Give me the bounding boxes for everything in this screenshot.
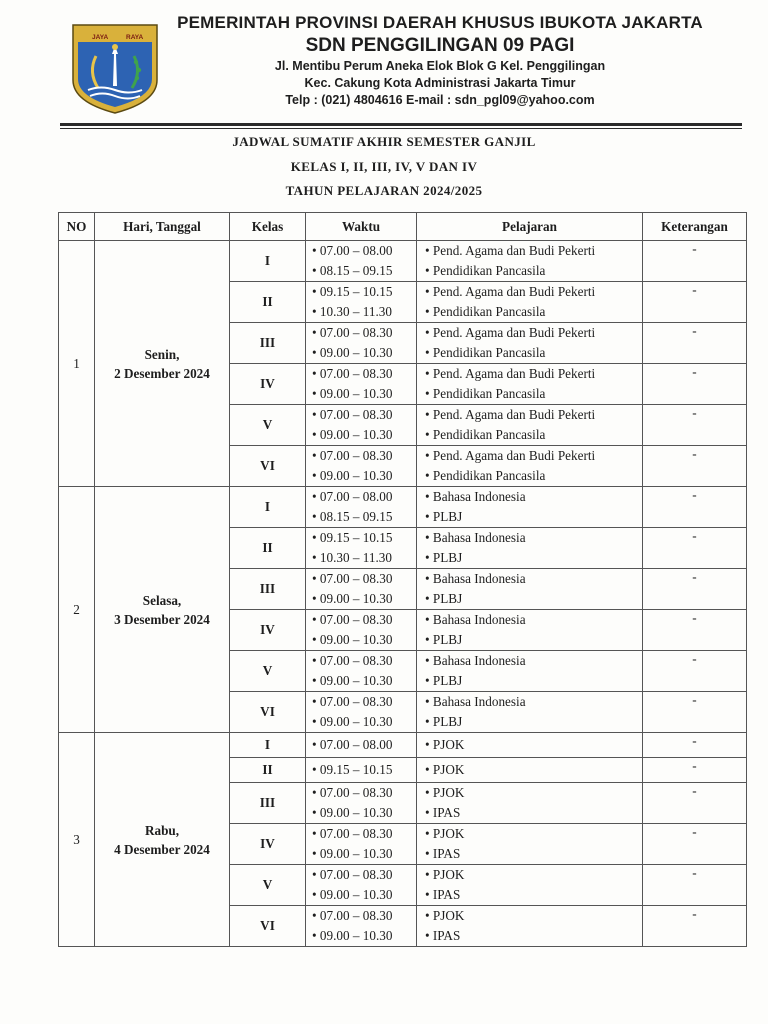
- schedule-table: [58, 212, 747, 947]
- time-slot: • 09.00 – 10.30: [312, 345, 393, 360]
- subject-item: • PLBJ: [425, 673, 463, 688]
- subject-cell: [417, 487, 643, 528]
- subject-item: • IPAS: [425, 846, 461, 861]
- government-name: PEMERINTAH PROVINSI DAERAH KHUSUS IBUKOTA JAKARTA: [177, 13, 703, 32]
- address-line-2: Kec. Cakung Kota Administrasi Jakarta Timur: [304, 76, 576, 90]
- subject-cell: [417, 783, 643, 824]
- subject-item: • Pend. Agama dan Budi Pekerti: [425, 284, 596, 299]
- notes-cell: -: [643, 610, 747, 651]
- time-slot: • 07.00 – 08.30: [312, 407, 393, 422]
- time-slot: • 09.00 – 10.30: [312, 386, 393, 401]
- class-cell: II: [230, 758, 306, 783]
- time-slot: • 08.15 – 09.15: [312, 263, 393, 278]
- logo-text-right: RAYA: [126, 34, 144, 41]
- table-row: [59, 487, 747, 528]
- subject-item: • Pendidikan Pancasila: [425, 427, 546, 442]
- date-text: 2 Desember 2024: [114, 365, 210, 381]
- time-cell: [306, 569, 417, 610]
- time-slot: • 07.00 – 08.30: [312, 653, 393, 668]
- table-header-row: [59, 213, 747, 241]
- date-text: 4 Desember 2024: [114, 841, 210, 857]
- document-subtitle: KELAS I, II, III, IV, V DAN IV: [290, 159, 478, 174]
- subject-cell: [417, 282, 643, 323]
- subject-cell: [417, 824, 643, 865]
- time-slot: • 07.00 – 08.30: [312, 325, 393, 340]
- time-slot: • 09.00 – 10.30: [312, 427, 393, 442]
- time-slot: • 09.15 – 10.15: [312, 284, 393, 299]
- notes-cell: -: [643, 241, 747, 282]
- day-name: Senin,: [144, 346, 180, 362]
- header-notes: Keterangan: [643, 213, 747, 241]
- subject-item: • Pendidikan Pancasila: [425, 263, 546, 278]
- class-cell: V: [230, 651, 306, 692]
- time-slot: • 07.00 – 08.30: [312, 694, 393, 709]
- table-row: [59, 733, 747, 758]
- time-slot: • 09.00 – 10.30: [312, 591, 393, 606]
- subject-item: • Bahasa Indonesia: [425, 530, 526, 545]
- day-name: Selasa,: [142, 592, 182, 608]
- time-slot: • 09.00 – 10.30: [312, 632, 393, 647]
- day-date-cell: [95, 487, 230, 733]
- subject-item: • PLBJ: [425, 509, 463, 524]
- time-slot: • 10.30 – 11.30: [312, 304, 392, 319]
- class-cell: V: [230, 865, 306, 906]
- time-cell: [306, 446, 417, 487]
- class-cell: VI: [230, 446, 306, 487]
- subject-item: • IPAS: [425, 887, 461, 902]
- subject-item: • PJOK: [425, 826, 465, 841]
- subject-item: • Pendidikan Pancasila: [425, 468, 546, 483]
- time-slot: • 07.00 – 08.00: [312, 489, 393, 504]
- subject-cell: [417, 323, 643, 364]
- time-slot: • 07.00 – 08.30: [312, 867, 393, 882]
- class-cell: V: [230, 405, 306, 446]
- notes-cell: -: [643, 364, 747, 405]
- notes-cell: -: [643, 528, 747, 569]
- time-slot: • 10.30 – 11.30: [312, 550, 392, 565]
- notes-cell: -: [643, 692, 747, 733]
- day-name: Rabu,: [144, 822, 180, 838]
- notes-cell: -: [643, 282, 747, 323]
- time-slot: • 07.00 – 08.30: [312, 366, 393, 381]
- date-text: 3 Desember 2024: [114, 611, 210, 627]
- time-cell: [306, 364, 417, 405]
- subject-item: • Bahasa Indonesia: [425, 653, 526, 668]
- notes-cell: -: [643, 569, 747, 610]
- time-slot: • 09.00 – 10.30: [312, 846, 393, 861]
- subject-item: • PJOK: [425, 908, 465, 923]
- time-cell: [306, 282, 417, 323]
- class-cell: II: [230, 528, 306, 569]
- subject-item: • PLBJ: [425, 591, 463, 606]
- time-slot: • 09.00 – 10.30: [312, 673, 393, 688]
- time-slot: • 09.15 – 10.15: [312, 530, 393, 545]
- subject-item: • PLBJ: [425, 714, 463, 729]
- class-cell: IV: [230, 364, 306, 405]
- class-cell: I: [230, 241, 306, 282]
- time-slot: • 07.00 – 08.30: [312, 448, 393, 463]
- subject-item: • IPAS: [425, 805, 461, 820]
- class-cell: I: [230, 733, 306, 758]
- subject-item: • PLBJ: [425, 632, 463, 647]
- day-number: 3: [59, 733, 95, 947]
- day-date-cell: [95, 733, 230, 947]
- time-cell: [306, 323, 417, 364]
- subject-cell: [417, 651, 643, 692]
- time-slot: • 07.00 – 08.00: [312, 737, 393, 752]
- subject-item: • Pendidikan Pancasila: [425, 304, 546, 319]
- class-cell: VI: [230, 692, 306, 733]
- subject-cell: [417, 241, 643, 282]
- notes-cell: -: [643, 487, 747, 528]
- school-name: SDN PENGGILINGAN 09 PAGI: [305, 35, 575, 56]
- time-slot: • 09.00 – 10.30: [312, 714, 393, 729]
- subject-item: • Bahasa Indonesia: [425, 571, 526, 586]
- time-cell: [306, 865, 417, 906]
- class-cell: IV: [230, 824, 306, 865]
- letterhead: [0, 0, 768, 130]
- jakarta-emblem-icon: [70, 22, 160, 116]
- subject-cell: [417, 405, 643, 446]
- subject-item: • Pend. Agama dan Budi Pekerti: [425, 243, 596, 258]
- document-title: JADWAL SUMATIF AKHIR SEMESTER GANJIL: [232, 134, 536, 149]
- time-cell: [306, 733, 417, 758]
- class-cell: I: [230, 487, 306, 528]
- time-slot: • 09.00 – 10.30: [312, 928, 393, 943]
- academic-year: TAHUN PELAJARAN 2024/2025: [285, 183, 483, 198]
- time-slot: • 07.00 – 08.30: [312, 612, 393, 627]
- subject-item: • PJOK: [425, 737, 465, 752]
- time-slot: • 07.00 – 08.30: [312, 571, 393, 586]
- time-cell: [306, 906, 417, 947]
- subject-item: • Pend. Agama dan Budi Pekerti: [425, 407, 596, 422]
- time-cell: [306, 758, 417, 783]
- time-slot: • 09.00 – 10.30: [312, 468, 393, 483]
- subject-item: • Pend. Agama dan Budi Pekerti: [425, 366, 596, 381]
- subject-cell: [417, 906, 643, 947]
- time-slot: • 07.00 – 08.30: [312, 785, 393, 800]
- letterhead-divider-thin: [60, 128, 742, 129]
- subject-cell: [417, 364, 643, 405]
- letterhead-divider: [60, 123, 742, 126]
- subject-item: • Pend. Agama dan Budi Pekerti: [425, 325, 596, 340]
- header-class: Kelas: [230, 213, 306, 241]
- notes-cell: -: [643, 323, 747, 364]
- time-slot: • 07.00 – 08.00: [312, 243, 393, 258]
- notes-cell: -: [643, 824, 747, 865]
- subject-item: • Pend. Agama dan Budi Pekerti: [425, 448, 596, 463]
- subject-item: • PLBJ: [425, 550, 463, 565]
- subject-item: • IPAS: [425, 928, 461, 943]
- header-time: Waktu: [306, 213, 417, 241]
- subject-cell: [417, 528, 643, 569]
- notes-cell: -: [643, 783, 747, 824]
- schedule-body: [59, 241, 747, 947]
- subject-item: • PJOK: [425, 762, 465, 777]
- header-no: NO: [59, 213, 95, 241]
- subject-cell: [417, 758, 643, 783]
- class-cell: IV: [230, 610, 306, 651]
- notes-cell: -: [643, 758, 747, 783]
- subject-item: • Pendidikan Pancasila: [425, 386, 546, 401]
- time-cell: [306, 824, 417, 865]
- time-cell: [306, 651, 417, 692]
- address-line-1: Jl. Mentibu Perum Aneka Elok Blok G Kel. Penggilingan: [274, 59, 606, 73]
- time-slot: • 08.15 – 09.15: [312, 509, 393, 524]
- time-slot: • 07.00 – 08.30: [312, 908, 393, 923]
- notes-cell: -: [643, 733, 747, 758]
- class-cell: III: [230, 323, 306, 364]
- header-day: Hari, Tanggal: [95, 213, 230, 241]
- subject-item: • Bahasa Indonesia: [425, 489, 526, 504]
- notes-cell: -: [643, 446, 747, 487]
- subject-cell: [417, 733, 643, 758]
- time-cell: [306, 487, 417, 528]
- contact-line: Telp : (021) 4804616 E-mail : sdn_pgl09@yahoo.com: [285, 93, 595, 107]
- logo-text-left: JAYA: [92, 34, 109, 41]
- subject-cell: [417, 692, 643, 733]
- class-cell: VI: [230, 906, 306, 947]
- day-number: 1: [59, 241, 95, 487]
- class-cell: III: [230, 783, 306, 824]
- notes-cell: -: [643, 906, 747, 947]
- time-cell: [306, 692, 417, 733]
- subject-cell: [417, 569, 643, 610]
- time-cell: [306, 405, 417, 446]
- table-row: [59, 241, 747, 282]
- subject-cell: [417, 446, 643, 487]
- time-cell: [306, 241, 417, 282]
- time-cell: [306, 783, 417, 824]
- class-cell: II: [230, 282, 306, 323]
- notes-cell: -: [643, 405, 747, 446]
- time-cell: [306, 528, 417, 569]
- subject-item: • Bahasa Indonesia: [425, 694, 526, 709]
- notes-cell: -: [643, 865, 747, 906]
- subject-item: • Pendidikan Pancasila: [425, 345, 546, 360]
- time-slot: • 07.00 – 08.30: [312, 826, 393, 841]
- subject-item: • PJOK: [425, 867, 465, 882]
- time-slot: • 09.00 – 10.30: [312, 887, 393, 902]
- time-slot: • 09.00 – 10.30: [312, 805, 393, 820]
- notes-cell: -: [643, 651, 747, 692]
- header-subject: Pelajaran: [417, 213, 643, 241]
- day-date-cell: [95, 241, 230, 487]
- day-number: 2: [59, 487, 95, 733]
- subject-cell: [417, 865, 643, 906]
- class-cell: III: [230, 569, 306, 610]
- time-slot: • 09.15 – 10.15: [312, 762, 393, 777]
- time-cell: [306, 610, 417, 651]
- subject-item: • Bahasa Indonesia: [425, 612, 526, 627]
- subject-item: • PJOK: [425, 785, 465, 800]
- subject-cell: [417, 610, 643, 651]
